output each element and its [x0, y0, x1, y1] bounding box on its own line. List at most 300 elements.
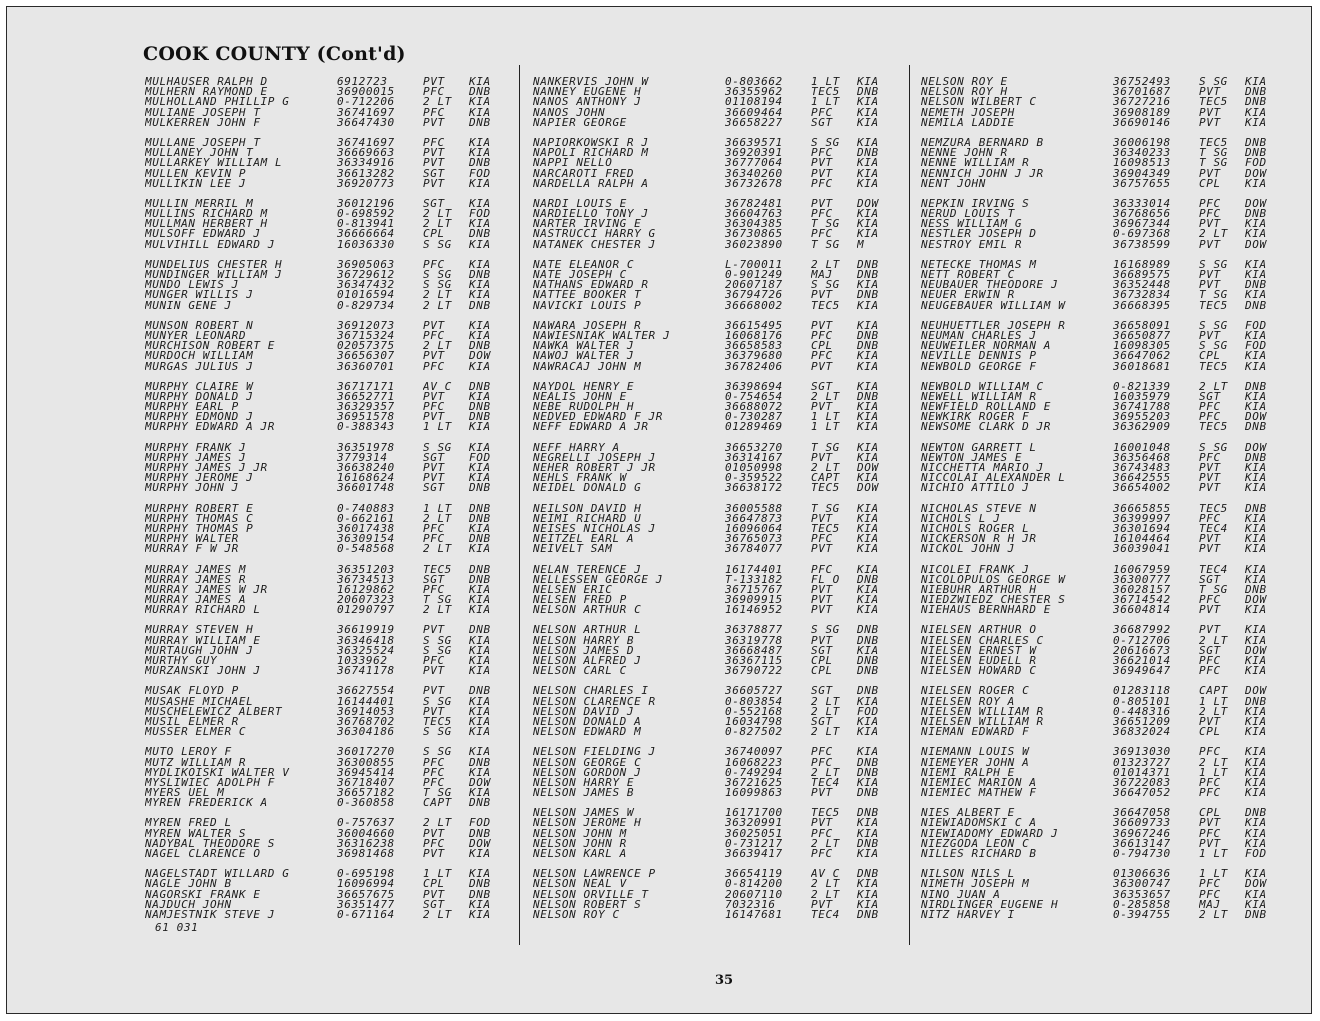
casualty-name: NENNE WILLIAM R	[921, 158, 1030, 169]
casualty-name: NIELSEN HOWARD C	[921, 666, 1037, 677]
casualty-status: FOD	[1245, 341, 1267, 352]
roster-group	[921, 138, 1295, 189]
casualty-serial: 36300777	[1113, 574, 1171, 585]
casualty-rank: PFC	[423, 777, 445, 789]
casualty-rank: 1 LT	[423, 422, 452, 433]
roster-row	[921, 351, 1295, 361]
casualty-name: MURRAY F W JR	[145, 544, 239, 555]
casualty-serial: 36794726	[725, 290, 783, 301]
casualty-name: NELSON DONALD A	[533, 716, 642, 728]
casualty-status: DOW	[1245, 198, 1267, 210]
casualty-name: NICKERSON R H JR	[921, 534, 1037, 545]
casualty-status: KIA	[1245, 574, 1267, 585]
casualty-rank: PFC	[1199, 879, 1221, 890]
casualty-serial: 36025051	[725, 828, 783, 839]
casualty-status: DNB	[469, 574, 491, 585]
casualty-rank: PFC	[1199, 452, 1221, 463]
casualty-serial: 36609464	[725, 107, 783, 118]
casualty-status: DNB	[469, 270, 491, 281]
roster-row	[145, 544, 515, 554]
casualty-status: KIA	[1245, 229, 1267, 240]
roster-row	[533, 747, 903, 757]
casualty-serial: 0-394755	[1113, 909, 1171, 921]
casualty-status: KIA	[469, 178, 491, 189]
casualty-name: MURPHY EDMOND J	[145, 412, 254, 423]
casualty-status: FOD	[1245, 158, 1267, 169]
casualty-status: KIA	[857, 412, 879, 423]
casualty-name: NAGELSTADT WILLARD G	[145, 869, 290, 880]
roster-row	[921, 392, 1295, 402]
casualty-rank: 1 LT	[423, 869, 452, 880]
casualty-serial: 36378877	[725, 625, 783, 636]
roster-row	[921, 656, 1295, 666]
roster-row	[533, 108, 903, 118]
casualty-status: KIA	[1245, 534, 1267, 545]
casualty-status: KIA	[469, 869, 491, 880]
roster-row	[533, 169, 903, 179]
casualty-rank: T SG	[1199, 148, 1228, 159]
casualty-rank: T SG	[1199, 290, 1228, 301]
casualty-serial: 36615495	[725, 320, 783, 331]
casualty-rank: S SG	[1199, 77, 1228, 88]
casualty-name: NELSON CARL C	[533, 666, 627, 677]
casualty-status: DNB	[857, 686, 879, 697]
roster-row	[533, 290, 903, 300]
casualty-status: DNB	[1245, 452, 1267, 463]
casualty-rank: CAPT	[1199, 686, 1228, 697]
casualty-serial: 36689575	[1113, 270, 1171, 281]
roster-row	[145, 829, 515, 839]
casualty-serial: 36018681	[1113, 361, 1171, 372]
roster-row	[921, 270, 1295, 280]
casualty-name: MURPHY JEROME J	[145, 473, 254, 484]
casualty-name: MUSAK FLOYD P	[145, 686, 239, 697]
roster-group	[921, 808, 1295, 859]
casualty-serial: 36613282	[337, 168, 395, 179]
casualty-name: NAPOLI RICHARD M	[533, 148, 649, 159]
column-divider	[519, 65, 520, 945]
casualty-name: NANKERVIS JOHN W	[533, 77, 649, 88]
casualty-status: DNB	[1245, 280, 1267, 291]
casualty-rank: S SG	[423, 635, 452, 646]
roster-group	[921, 77, 1295, 128]
roster-column-3	[921, 77, 1295, 930]
casualty-status: DNB	[857, 330, 879, 342]
casualty-rank: PVT	[1199, 270, 1221, 281]
roster-group	[533, 869, 903, 920]
roster-row	[145, 585, 515, 595]
casualty-status: DNB	[1245, 422, 1267, 433]
roster-row	[145, 747, 515, 757]
casualty-serial: 36362909	[1113, 422, 1171, 433]
casualty-name: NESS WILLIAM G	[921, 219, 1023, 230]
casualty-status: DNB	[1245, 584, 1267, 596]
roster-row	[533, 453, 903, 463]
roster-row	[145, 402, 515, 412]
casualty-serial: 36688072	[725, 402, 783, 413]
casualty-name: NAMJESTNIK STEVE J	[145, 909, 276, 921]
casualty-rank: PFC	[811, 351, 833, 362]
roster-row	[921, 524, 1295, 534]
casualty-status: KIA	[469, 219, 491, 230]
casualty-name: NICHOLS ROGER L	[921, 523, 1030, 535]
roster-row	[921, 463, 1295, 473]
casualty-name: MURTHY GUY	[145, 656, 218, 667]
roster-row	[921, 240, 1295, 250]
roster-row	[533, 565, 903, 575]
casualty-name: MUSSER ELMER C	[145, 727, 247, 738]
casualty-status: KIA	[1245, 290, 1267, 301]
casualty-name: NAPIORKOWSKI R J	[533, 137, 649, 149]
roster-row	[145, 818, 515, 828]
casualty-name: MURPHY JOHN J	[145, 483, 239, 494]
casualty-name: NELSON GORDON J	[533, 767, 642, 778]
casualty-rank: PVT	[423, 351, 445, 362]
roster-row	[921, 747, 1295, 757]
casualty-rank: PVT	[811, 361, 833, 372]
casualty-serial: 0-813941	[337, 219, 395, 230]
roster-row	[921, 910, 1295, 920]
casualty-name: NIELSEN EUDELL R	[921, 656, 1037, 667]
casualty-name: MUNDELIUS CHESTER H	[145, 259, 283, 270]
casualty-rank: PVT	[423, 473, 445, 484]
casualty-serial: 36353657	[1113, 889, 1171, 900]
roster-row	[145, 169, 515, 179]
casualty-rank: T SG	[811, 219, 840, 230]
roster-row	[921, 727, 1295, 737]
roster-row	[533, 544, 903, 554]
casualty-name: MURRAY JAMES A	[145, 595, 247, 606]
roster-row	[145, 788, 515, 798]
roster-row	[921, 290, 1295, 300]
casualty-rank: S SG	[1199, 341, 1228, 352]
casualty-name: NICOLEI FRANK J	[921, 564, 1030, 575]
roster-row	[145, 219, 515, 229]
casualty-rank: SGT	[1199, 574, 1221, 585]
casualty-rank: PVT	[1199, 534, 1221, 545]
casualty-name: NEVILLE DENNIS P	[921, 351, 1037, 362]
casualty-status: KIA	[469, 391, 491, 403]
roster-group	[145, 504, 515, 555]
roster-row	[533, 331, 903, 341]
casualty-status: DNB	[857, 259, 879, 270]
casualty-serial: 36949647	[1113, 666, 1171, 677]
casualty-status: DNB	[469, 229, 491, 240]
casualty-serial: 01016594	[337, 290, 395, 301]
roster-row	[921, 575, 1295, 585]
roster-row	[145, 758, 515, 768]
casualty-rank: PFC	[811, 178, 833, 189]
roster-row	[145, 717, 515, 727]
casualty-serial: 36398694	[725, 381, 783, 392]
roster-row	[921, 199, 1295, 209]
casualty-name: NATHANS EDWARD R	[533, 280, 649, 291]
roster-group	[533, 321, 903, 372]
casualty-name: NITZ HARVEY I	[921, 909, 1015, 921]
casualty-status: KIA	[1245, 270, 1267, 281]
casualty-status: KIA	[857, 209, 879, 220]
roster-row	[533, 758, 903, 768]
casualty-name: NEBE RUDOLPH H	[533, 402, 635, 413]
casualty-rank: 2 LT	[423, 290, 452, 301]
casualty-status: DNB	[857, 838, 879, 849]
casualty-name: MULLINS RICHARD M	[145, 209, 268, 220]
casualty-serial: 36717171	[337, 381, 395, 392]
casualty-serial: 36017270	[337, 747, 395, 758]
casualty-serial: 36651209	[1113, 716, 1171, 728]
casualty-rank: PVT	[423, 706, 445, 717]
casualty-serial: 36647062	[1113, 351, 1171, 362]
roster-row	[533, 402, 903, 412]
casualty-serial: 36782481	[725, 198, 783, 210]
casualty-name: NELSON ROY E	[921, 77, 1008, 88]
roster-row	[921, 636, 1295, 646]
casualty-name: MURRAY RICHARD L	[145, 605, 261, 616]
casualty-name: NICHOLS L J	[921, 513, 1001, 524]
casualty-serial: 0-388343	[337, 422, 395, 433]
casualty-rank: T SG	[1199, 584, 1228, 596]
roster-row	[145, 209, 515, 219]
roster-row	[145, 148, 515, 158]
casualty-serial: 01050998	[725, 463, 783, 474]
casualty-name: MURPHY THOMAS C	[145, 513, 254, 524]
casualty-rank: PFC	[811, 534, 833, 545]
casualty-name: NICCHETTA MARIO J	[921, 463, 1044, 474]
casualty-name: NICOLOPULOS GEORGE W	[921, 574, 1066, 585]
casualty-status: DOW	[857, 463, 879, 474]
roster-row	[533, 138, 903, 148]
casualty-serial: 36656307	[337, 351, 395, 362]
casualty-name: MURPHY WALTER	[145, 534, 239, 545]
casualty-rank: PVT	[811, 168, 833, 179]
casualty-serial: 36613147	[1113, 838, 1171, 849]
roster-row	[921, 412, 1295, 422]
casualty-status: KIA	[469, 473, 491, 484]
casualty-status: KIA	[857, 137, 879, 149]
casualty-status: KIA	[857, 595, 879, 606]
roster-row	[145, 290, 515, 300]
casualty-rank: 2 LT	[811, 696, 840, 707]
casualty-rank: 2 LT	[811, 706, 840, 717]
casualty-serial: 01290797	[337, 605, 395, 616]
casualty-status: KIA	[1245, 777, 1267, 789]
casualty-serial: 0-662161	[337, 513, 395, 524]
casualty-serial: 36351203	[337, 564, 395, 575]
casualty-status: DOW	[1245, 442, 1267, 453]
casualty-status: KIA	[469, 645, 491, 656]
casualty-rank: 1 LT	[811, 422, 840, 433]
casualty-name: NEALIS JOHN E	[533, 391, 627, 403]
casualty-rank: 1 LT	[1199, 849, 1228, 860]
casualty-status: KIA	[1245, 656, 1267, 667]
casualty-name: NAVICKI LOUIS P	[533, 300, 642, 311]
casualty-serial: 16104464	[1113, 534, 1171, 545]
casualty-name: NASTRUCCI HARRY G	[533, 229, 656, 240]
roster-row	[145, 839, 515, 849]
casualty-name: MULHAUSER RALPH D	[145, 77, 268, 88]
casualty-rank: S SG	[423, 442, 452, 453]
casualty-status: DNB	[857, 574, 879, 585]
casualty-rank: PFC	[423, 330, 445, 342]
casualty-rank: 2 LT	[1199, 381, 1228, 392]
casualty-rank: T SG	[1199, 158, 1228, 169]
casualty-serial: 36912073	[337, 320, 395, 331]
casualty-serial: 36757655	[1113, 178, 1171, 189]
roster-group	[145, 565, 515, 616]
casualty-status: DOW	[1245, 595, 1267, 606]
roster-row	[533, 697, 903, 707]
casualty-status: KIA	[469, 656, 491, 667]
casualty-rank: S SG	[423, 747, 452, 758]
casualty-name: MUTO LEROY F	[145, 747, 232, 758]
casualty-name: NEIMI RICHARD U	[533, 513, 642, 524]
casualty-status: DNB	[469, 87, 491, 98]
casualty-rank: SGT	[811, 645, 833, 656]
casualty-status: KIA	[1245, 544, 1267, 555]
casualty-rank: PFC	[811, 849, 833, 860]
casualty-status: DNB	[1245, 209, 1267, 220]
casualty-serial: 0-698592	[337, 209, 395, 220]
casualty-status: KIA	[857, 107, 879, 118]
roster-row	[921, 544, 1295, 554]
casualty-name: NARCAROTI FRED	[533, 168, 635, 179]
casualty-status: DNB	[469, 686, 491, 697]
casualty-name: NEWSOME CLARK D JR	[921, 422, 1052, 433]
roster-row	[533, 351, 903, 361]
casualty-serial: 36727216	[1113, 97, 1171, 108]
roster-row	[145, 666, 515, 676]
casualty-rank: PVT	[1199, 107, 1221, 118]
roster-group	[921, 199, 1295, 250]
casualty-rank: SGT	[423, 452, 445, 463]
casualty-serial: 36619919	[337, 625, 395, 636]
casualty-status: KIA	[469, 909, 491, 921]
casualty-rank: PFC	[423, 656, 445, 667]
casualty-rank: 2 LT	[811, 463, 840, 474]
casualty-name: NIMETH JOSEPH M	[921, 879, 1030, 890]
casualty-rank: PFC	[423, 361, 445, 372]
casualty-name: NETECKE THOMAS M	[921, 259, 1037, 270]
casualty-serial: 16035979	[1113, 391, 1171, 403]
casualty-rank: CAPT	[423, 798, 452, 809]
roster-group	[145, 199, 515, 250]
casualty-rank: PFC	[811, 828, 833, 839]
casualty-name: MURPHY EDWARD A JR	[145, 422, 276, 433]
casualty-name: NARDIELLO TONY J	[533, 209, 649, 220]
casualty-serial: 16036330	[337, 239, 395, 250]
casualty-serial: 36955203	[1113, 412, 1171, 423]
casualty-rank: PVT	[811, 198, 833, 210]
roster-row	[533, 727, 903, 737]
casualty-status: FOD	[469, 452, 491, 463]
roster-row	[921, 605, 1295, 615]
casualty-status: DNB	[1245, 696, 1267, 707]
roster-row	[145, 879, 515, 889]
casualty-serial: 36639417	[725, 849, 783, 860]
casualty-status: KIA	[469, 280, 491, 291]
casualty-serial: 36638172	[725, 483, 783, 494]
casualty-serial: 36721625	[725, 777, 783, 789]
casualty-status: KIA	[1245, 330, 1267, 342]
roster-row	[921, 686, 1295, 696]
casualty-name: NANOS JOHN	[533, 107, 606, 118]
casualty-rank: PVT	[423, 77, 445, 88]
casualty-name: MULVIHILL EDWARD J	[145, 239, 276, 250]
casualty-name: NATANEK CHESTER J	[533, 239, 656, 250]
casualty-status: KIA	[1245, 828, 1267, 839]
casualty-name: NIEWIADOMSKI C A	[921, 818, 1037, 829]
casualty-serial: 36832024	[1113, 727, 1171, 738]
casualty-rank: TEC5	[811, 483, 840, 494]
roster-row	[533, 879, 903, 889]
casualty-name: NEIDEL DONALD G	[533, 483, 642, 494]
casualty-rank: S SG	[423, 280, 452, 291]
casualty-name: NETT ROBERT C	[921, 270, 1015, 281]
casualty-serial: 16129862	[337, 584, 395, 596]
casualty-rank: 2 LT	[1199, 635, 1228, 646]
casualty-name: MURZANSKI JOHN J	[145, 666, 261, 677]
roster-row	[533, 686, 903, 696]
casualty-name: MULHERN RAYMOND E	[145, 87, 268, 98]
casualty-serial: 36665855	[1113, 503, 1171, 514]
casualty-name: MUNDINGER WILLIAM J	[145, 270, 283, 281]
roster-group	[921, 504, 1295, 555]
roster-row	[921, 879, 1295, 889]
casualty-rank: PVT	[811, 635, 833, 646]
casualty-status: DOW	[1245, 412, 1267, 423]
casualty-name: MUNGER WILLIS J	[145, 290, 254, 301]
casualty-status: DNB	[469, 402, 491, 413]
casualty-rank: MAJ	[811, 270, 833, 281]
casualty-status: KIA	[469, 148, 491, 159]
casualty-status: DNB	[857, 625, 879, 636]
casualty-status: KIA	[1245, 361, 1267, 372]
casualty-name: NELSON LAWRENCE P	[533, 869, 656, 880]
casualty-status: DNB	[857, 909, 879, 921]
casualty-rank: 2 LT	[423, 818, 452, 829]
casualty-status: DNB	[857, 869, 879, 880]
casualty-serial: 36006198	[1113, 137, 1171, 149]
roster-row	[145, 362, 515, 372]
casualty-serial: 36604763	[725, 209, 783, 220]
casualty-serial: 36784077	[725, 544, 783, 555]
casualty-name: MURPHY THOMAS P	[145, 523, 254, 535]
casualty-name: NAWIESNIAK WALTER J	[533, 330, 671, 342]
casualty-serial: 01283118	[1113, 686, 1171, 697]
casualty-status: DNB	[469, 757, 491, 768]
casualty-status: KIA	[1245, 605, 1267, 616]
casualty-serial: 16067959	[1113, 564, 1171, 575]
casualty-rank: 2 LT	[1199, 909, 1228, 921]
roster-group	[533, 504, 903, 555]
casualty-rank: PFC	[1199, 828, 1221, 839]
casualty-rank: 1 LT	[1199, 696, 1228, 707]
casualty-serial: 36729612	[337, 270, 395, 281]
casualty-serial: 36718407	[337, 777, 395, 789]
casualty-rank: PVT	[1199, 625, 1221, 636]
casualty-status: KIA	[1245, 473, 1267, 484]
casualty-status: KIA	[469, 442, 491, 453]
casualty-name: NANOS ANTHONY J	[533, 97, 642, 108]
casualty-name: NIRDLINGER EUGENE H	[921, 899, 1059, 910]
roster-row	[145, 453, 515, 463]
roster-row	[533, 910, 903, 920]
roster-group	[145, 77, 515, 128]
casualty-status: KIA	[1245, 767, 1267, 778]
casualty-status: KIA	[469, 107, 491, 118]
casualty-name: NEWBOLD GEORGE F	[921, 361, 1037, 372]
casualty-rank: PVT	[1199, 117, 1221, 128]
